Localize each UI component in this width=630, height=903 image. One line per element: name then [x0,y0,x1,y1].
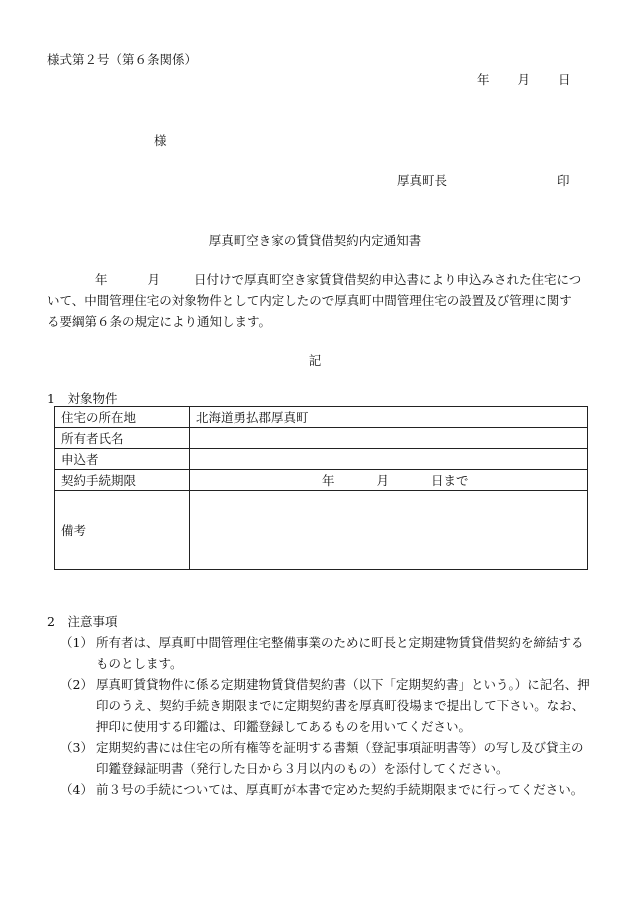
list-item [60,674,590,737]
date-day: 日 [558,72,571,87]
list-item [60,632,590,674]
date-year: 年 [477,72,490,87]
body-text: 日付けで厚真町空き家賃貸借契約申込書により申込みされた住宅について、中間管理住宅の対象物件として内定したので厚真町中間管理住宅の設置及び管理に関する要綱第６条の規定により通知します。 [47,272,582,329]
value-owner [190,428,588,449]
label-applicant: 申込者 [55,449,190,470]
value-applicant [190,449,588,470]
form-number: 様式第２号（第６条関係） [47,52,198,67]
recipient: 様 [154,133,167,148]
note-text: 定期契約書には住宅の所有権等を証明する書類（登記事項証明書等）の写し及び貸主の印鑑登録証明書（発行した日から３月以内のもの）を添付してください。 [96,740,584,776]
list-item [60,737,590,779]
note-number: （4） [60,782,93,797]
deadline-year: 年 [322,473,335,488]
table-row [55,491,588,570]
seal-mark: 印 [557,173,570,188]
note-text: 所有者は、厚真町中間管理住宅整備事業のために町長と定期建物賃貸借契約を締結するものとします。 [96,635,584,671]
label-address: 住宅の所在地 [55,407,190,428]
note-text: 厚真町賃貸物件に係る定期建物賃貸借契約書（以下「定期契約書」という。）に記名、押印のうえ、契約手続き期限までに定期契約書を厚真町役場まで提出して下さい。なお、押印に使用する印鑑は、印鑑登録してあるものを用いてください。 [96,677,590,734]
deadline-month: 月 [376,473,390,488]
date-month: 月 [517,72,531,87]
issue-date [477,70,571,88]
body-month: 月 [147,272,161,287]
value-address: 北海道勇払郡厚真町 [190,407,588,428]
note-number: （2） [60,677,93,692]
table-row [55,470,588,491]
table-row [55,449,588,470]
sender-name: 厚真町長 [397,173,448,188]
property-table [54,406,588,570]
label-remarks: 備考 [55,491,190,570]
notes-list [60,632,590,800]
section1-heading: 1 対象物件 [47,391,118,406]
body-paragraph [47,269,583,332]
note-number: （1） [60,635,93,650]
note-number: （3） [60,740,93,755]
list-item [60,779,590,800]
document-title: 厚真町空き家の賃貸借契約内定通知書 [208,233,422,248]
label-deadline: 契約手続期限 [55,470,190,491]
table-row [55,407,588,428]
table-row [55,428,588,449]
label-owner: 所有者氏名 [55,428,190,449]
section2-heading: 2 注意事項 [47,614,118,629]
ki-heading: 記 [308,353,322,368]
body-year: 年 [95,272,108,287]
value-remarks [190,491,588,570]
value-deadline [190,470,588,491]
deadline-day: 日まで [431,473,469,488]
note-text: 前３号の手続については、厚真町が本書で定めた契約手続期限までに行ってください。 [96,782,584,797]
